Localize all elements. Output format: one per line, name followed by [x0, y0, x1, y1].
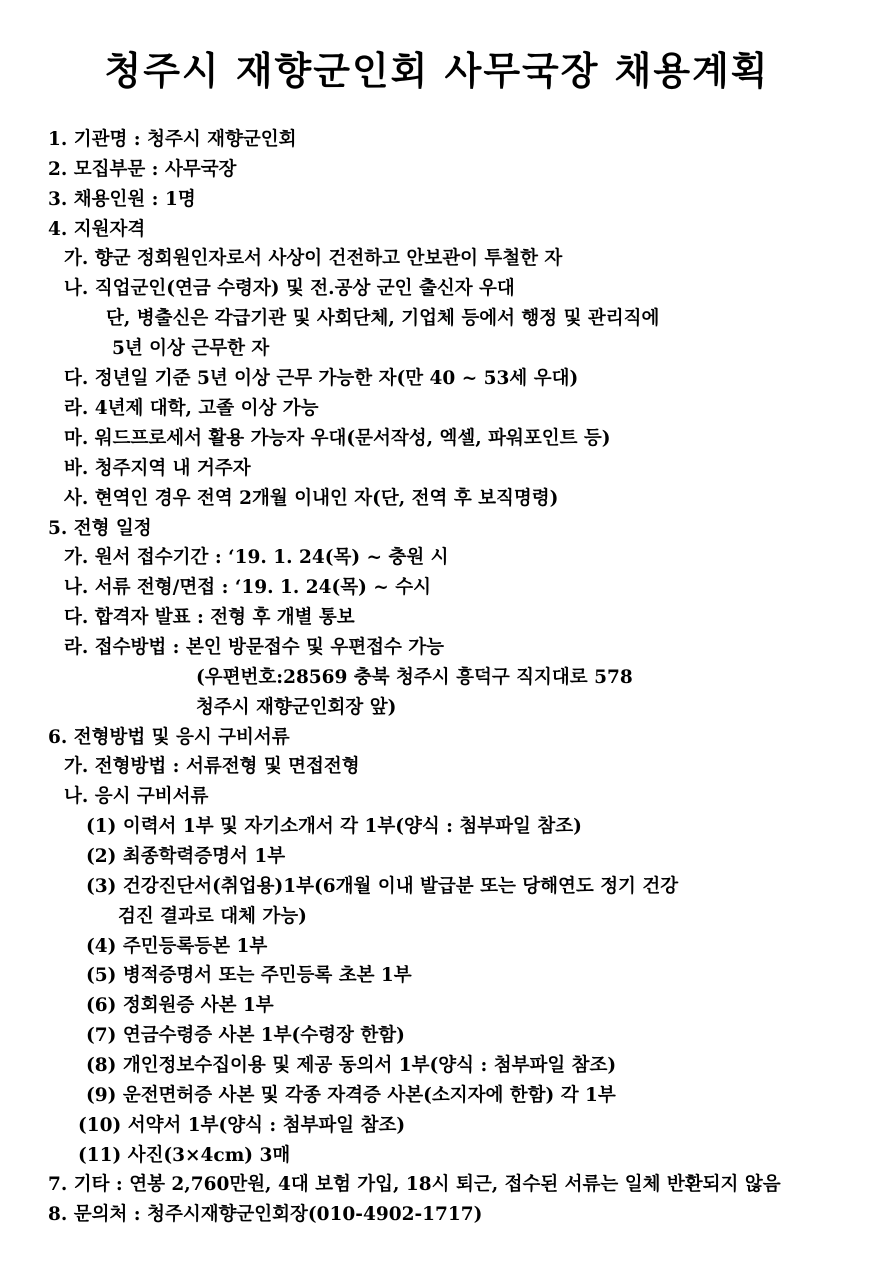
document-item: (11) 사진(3×4cm) 3매: [78, 1145, 291, 1166]
documents-heading: 나. 응시 구비서류: [64, 786, 209, 807]
mailing-address: (우편번호:28569 충북 청주시 흥덕구 직지대로 578: [196, 667, 633, 688]
section-3-headcount: 3. 채용인원 : 1명: [48, 189, 196, 210]
section-7-other: 7. 기타 : 연봉 2,760만원, 4대 보험 가입, 18시 퇴근, 접수된 서류는 일체 반환되지 않음: [48, 1174, 781, 1195]
qualification-item: 나. 직업군인(연금 수령자) 및 전․공상 군인 출신자 우대: [64, 278, 515, 299]
schedule-item: 가. 원서 접수기간 : ‘19. 1. 24(목) ~ 충원 시: [64, 547, 449, 568]
qualification-note: 5년 이상 근무한 자: [112, 338, 270, 359]
document-item: (10) 서약서 1부(양식 : 첨부파일 참조): [78, 1115, 406, 1136]
qualification-item: 가. 향군 정회원인자로서 사상이 건전하고 안보관이 투철한 자: [64, 248, 563, 269]
section-4-heading: 4. 지원자격: [48, 219, 146, 240]
qualification-item: 라. 4년제 대학, 고졸 이상 가능: [64, 398, 319, 419]
document-item: (2) 최종학력증명서 1부: [86, 846, 286, 867]
document-item-note: 검진 결과로 대체 가능): [118, 906, 307, 927]
section-5-heading: 5. 전형 일정: [48, 518, 152, 539]
document-title: 청주시 재향군인회 사무국장 채용계획: [104, 49, 770, 93]
selection-method: 가. 전형방법 : 서류전형 및 면접전형: [64, 756, 360, 777]
document-item: (3) 건강진단서(취업용)1부(6개월 이내 발급분 또는 당해연도 정기 건강: [86, 876, 679, 897]
mailing-recipient: 청주시 재향군인회장 앞): [196, 697, 397, 718]
document-item: (8) 개인정보수집이용 및 제공 동의서 1부(양식 : 첨부파일 참조): [86, 1055, 617, 1076]
section-8-contact: 8. 문의처 : 청주시재향군인회장(010-4902-1717): [48, 1204, 483, 1225]
schedule-item: 나. 서류 전형/면접 : ‘19. 1. 24(목) ~ 수시: [64, 577, 431, 598]
document-item: (7) 연금수령증 사본 1부(수령장 한함): [86, 1025, 405, 1046]
document-item: (1) 이력서 1부 및 자기소개서 각 1부(양식 : 첨부파일 참조): [86, 816, 582, 837]
section-1-agency: 1. 기관명 : 청주시 재향군인회: [48, 129, 297, 150]
schedule-item: 다. 합격자 발표 : 전형 후 개별 통보: [64, 607, 355, 628]
section-2-department: 2. 모집부문 : 사무국장: [48, 159, 237, 180]
qualification-note: 단, 병출신은 각급기관 및 사회단체, 기업체 등에서 행정 및 관리직에: [106, 308, 660, 329]
section-6-heading: 6. 전형방법 및 응시 구비서류: [48, 727, 290, 748]
qualification-item: 바. 청주지역 내 거주자: [64, 458, 251, 479]
schedule-item: 라. 접수방법 : 본인 방문접수 및 우편접수 가능: [64, 637, 445, 658]
document-item: (6) 정회원증 사본 1부: [86, 995, 274, 1016]
document-item: (4) 주민등록등본 1부: [86, 936, 268, 957]
document-item: (5) 병적증명서 또는 주민등록 초본 1부: [86, 965, 412, 986]
qualification-item: 사. 현역인 경우 전역 2개월 이내인 자(단, 전역 후 보직명령): [64, 488, 559, 509]
qualification-item: 마. 워드프로세서 활용 가능자 우대(문서작성, 엑셀, 파워포인트 등): [64, 428, 611, 449]
qualification-item: 다. 정년일 기준 5년 이상 근무 가능한 자(만 40 ~ 53세 우대): [64, 368, 579, 389]
document-item: (9) 운전면허증 사본 및 각종 자격증 사본(소지자에 한함) 각 1부: [86, 1085, 616, 1106]
